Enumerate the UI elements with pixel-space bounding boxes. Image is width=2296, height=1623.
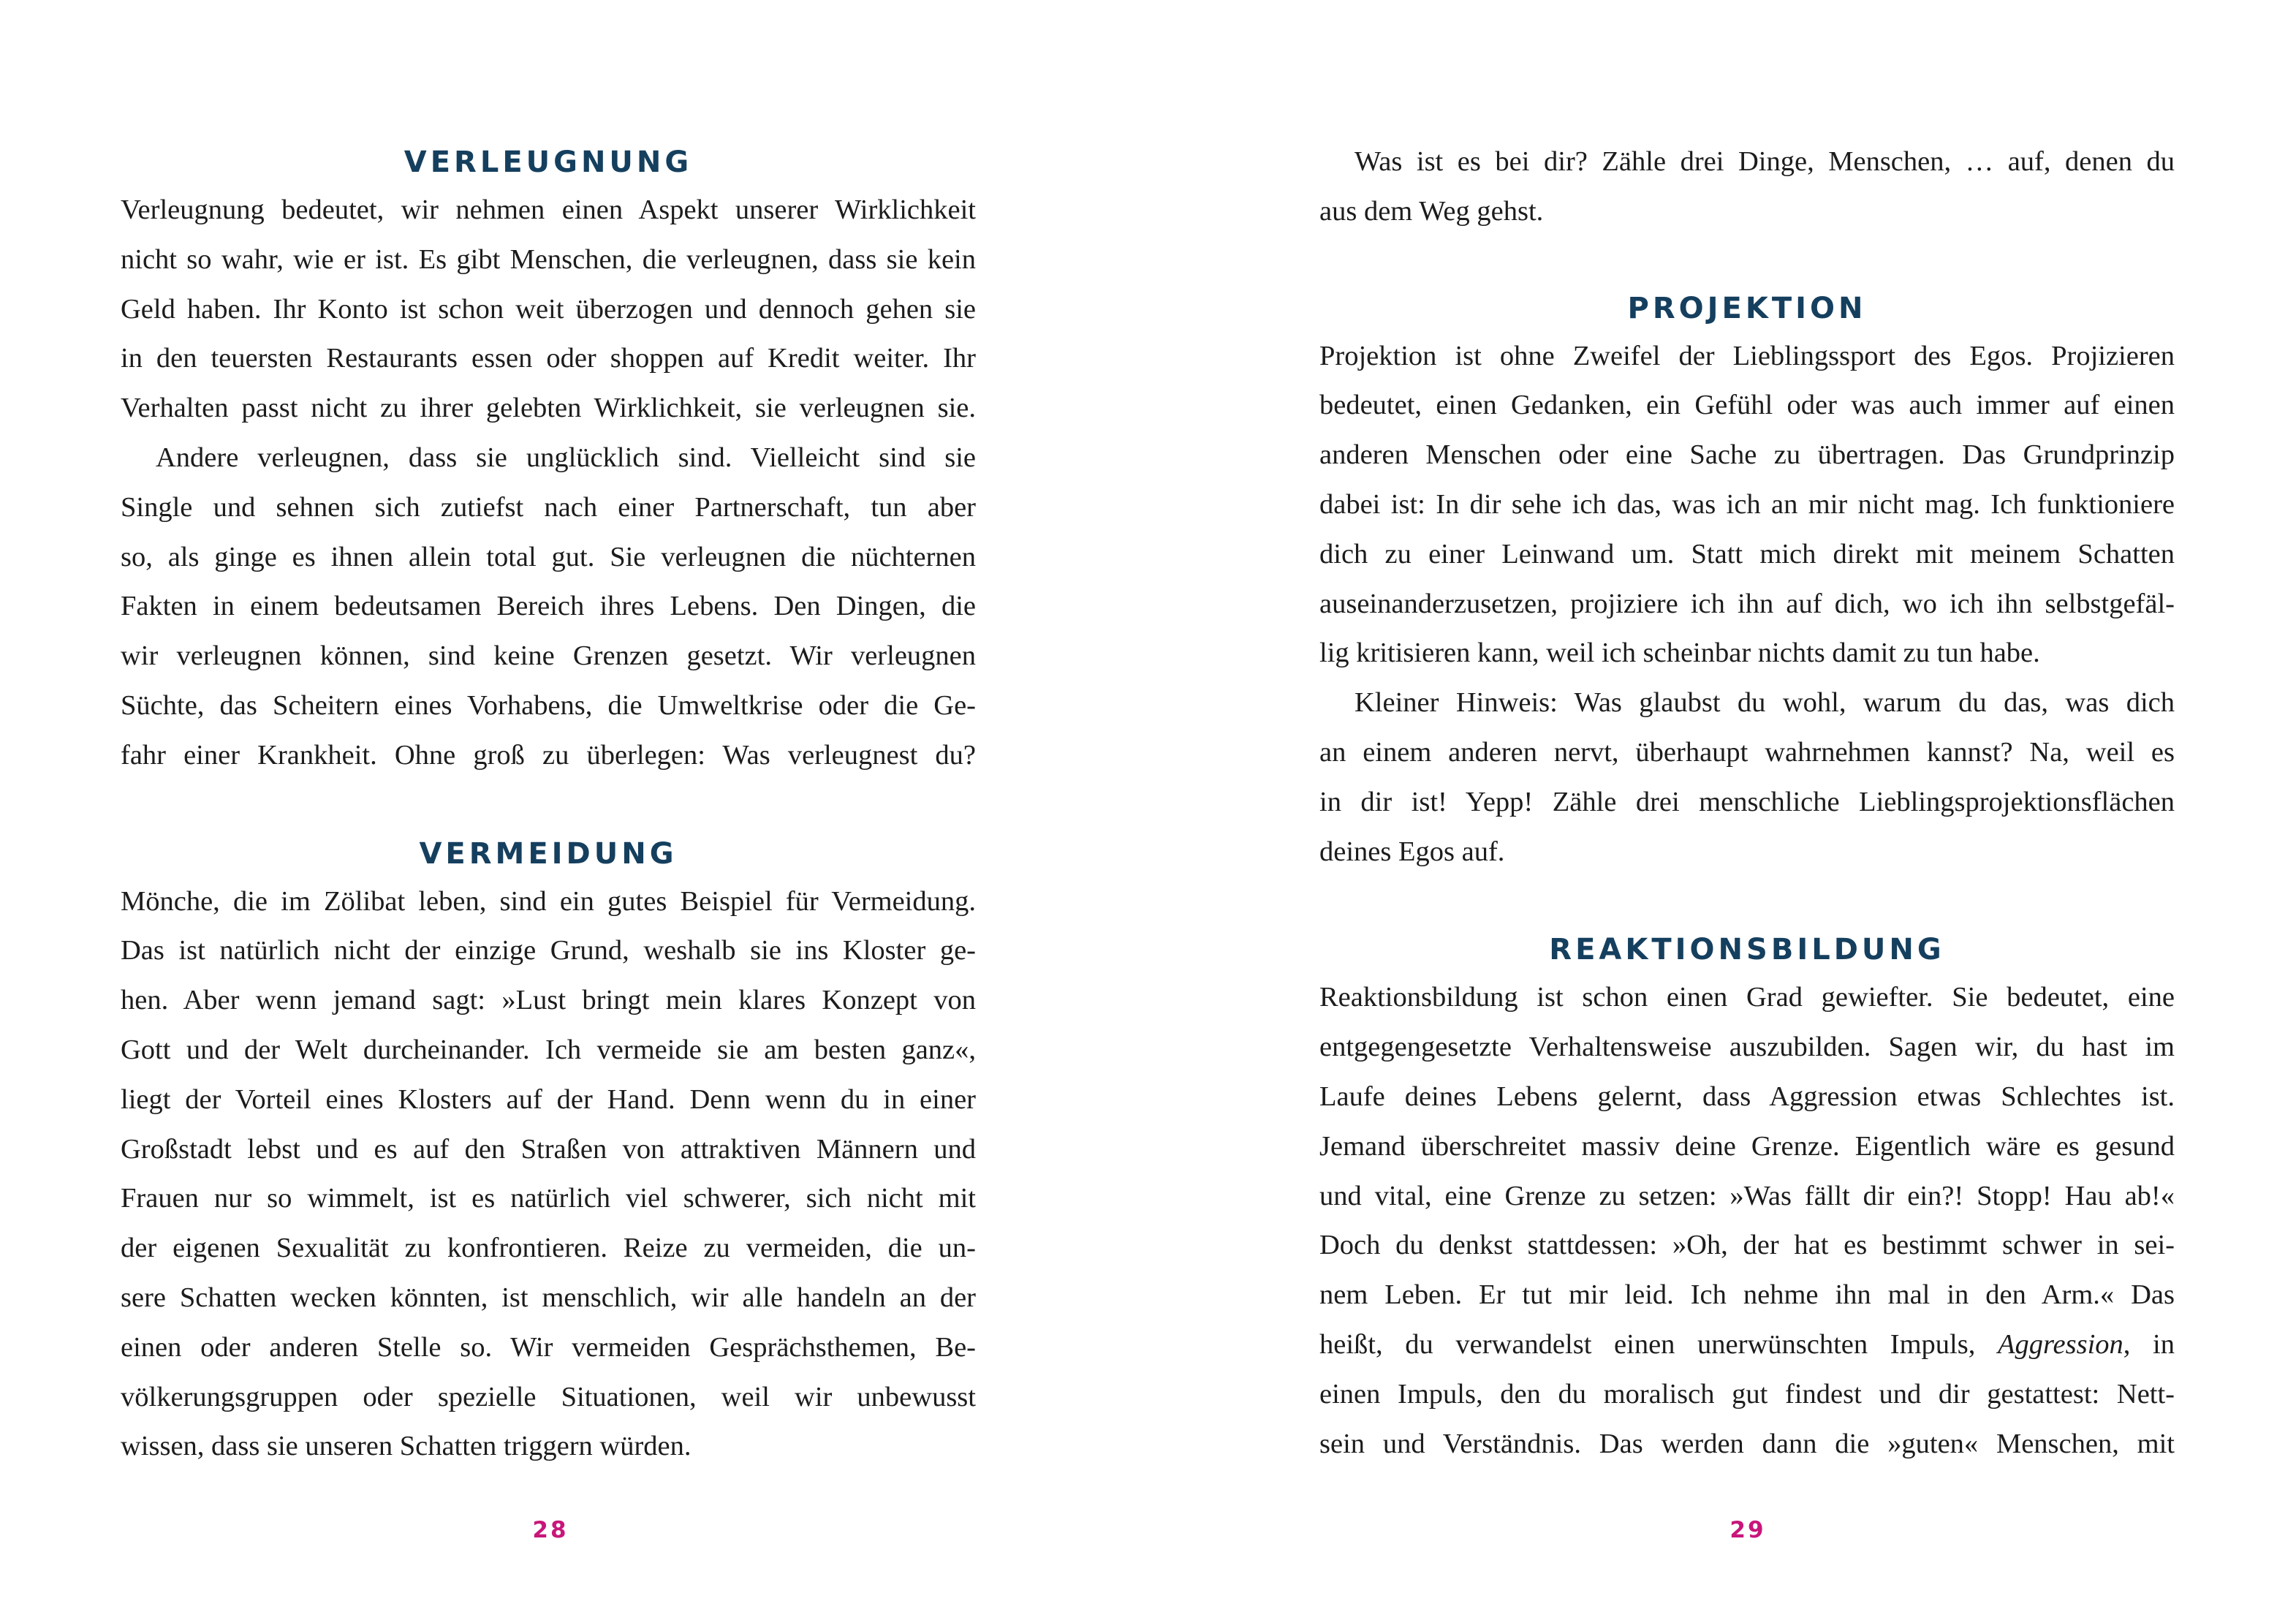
text-line: nem Leben. Er tut mir leid. Ich nehme ihn mal in den Arm.« Das <box>1319 1279 2175 1311</box>
page-number-right: 29 <box>1729 1517 1766 1543</box>
text-line: Großstadt lebst und es auf den Straßen von attraktiven Männern und <box>121 1133 976 1165</box>
text-line: sein und Verständnis. Das werden dann die »guten« Menschen, mit <box>1319 1428 2175 1459</box>
text-line: Gott und der Welt durcheinander. Ich vermeide sie am besten ganz«, <box>121 1034 976 1065</box>
text-line: Reaktionsbildung ist schon einen Grad gewiefter. Sie bedeutet, eine <box>1319 982 2175 1013</box>
text-line: Das ist natürlich nicht der einzige Grund, weshalb sie ins Kloster ge- <box>121 935 976 966</box>
section-spacer <box>121 781 976 831</box>
italic-term: Aggression <box>1997 1328 2123 1360</box>
text-line: in dir ist! Yepp! Zähle drei menschliche Lieblingsprojektionsflächen <box>1319 786 2175 817</box>
text-line: Laufe deines Lebens gelernt, dass Aggression etwas Schlechtes ist. <box>1319 1081 2175 1112</box>
page-number-left: 28 <box>532 1517 569 1543</box>
text-line: anderen Menschen oder eine Sache zu übertragen. Das Grundprinzip <box>1319 439 2175 471</box>
text-line: an einem anderen nervt, überhaupt wahrnehmen kannst? Na, weil es <box>1319 736 2175 768</box>
text-line: Frauen nur so wimmelt, ist es natürlich viel schwerer, sich nicht mit <box>121 1183 976 1214</box>
text-line: Kleiner Hinweis: Was glaubst du wohl, warum du das, was dich <box>1355 687 2175 719</box>
paragraph-reaktionsbildung-1 <box>1319 973 2175 1469</box>
left-page-content <box>121 139 976 1472</box>
text-line: Süchte, das Scheitern eines Vorhabens, die Umweltkrise oder die Ge- <box>121 689 976 721</box>
paragraph-projektion-2 <box>1319 678 2175 877</box>
text-line: lig kritisieren kann, weil ich scheinbar nichts damit zu tun habe. <box>1319 638 2040 669</box>
text-line: der eigenen Sexualität zu konfrontieren. Reize zu vermeiden, die un- <box>121 1233 976 1264</box>
text-line: dabei ist: In dir sehe ich das, was ich an mir nicht mag. Ich funktioniere <box>1319 488 2175 520</box>
paragraph-projektion-1 <box>1319 332 2175 679</box>
text-segment: , in <box>2123 1328 2175 1360</box>
paragraph-vermeidung-1 <box>121 877 976 1472</box>
paragraph-intro <box>1319 137 2175 237</box>
section-heading-projektion: PROJEKTION <box>1627 291 1867 325</box>
section-spacer <box>1319 237 2175 285</box>
text-line: und vital, eine Grenze zu setzen: »Was fällt dir ein?! Stopp! Hau ab!« <box>1319 1180 2175 1211</box>
text-line: hen. Aber wenn jemand sagt: »Lust bringt mein klares Konzept von <box>121 985 976 1016</box>
text-line: einen oder anderen Stelle so. Wir vermeiden Gesprächsthemen, Be- <box>121 1331 976 1363</box>
paragraph-verleugnung-1 <box>121 186 976 434</box>
text-line: deines Egos auf. <box>1319 836 1505 867</box>
text-line: Verhalten passt nicht zu ihrer gelebten Wirklichkeit, sie verleugnen sie. <box>121 393 976 424</box>
text-line: wir verleugnen können, sind keine Grenzen gesetzt. Wir verleugnen <box>121 640 976 672</box>
text-segment: heißt, du verwandelst einen unerwünschten Impuls, <box>1319 1328 1998 1360</box>
text-line: in den teuersten Restaurants essen oder shoppen auf Kredit weiter. Ihr <box>121 343 976 374</box>
right-page-content <box>1319 139 2175 1469</box>
text-line: auseinanderzusetzen, projiziere ich ihn auf dich, wo ich ihn selbstgefäl- <box>1319 588 2175 619</box>
text-line: Geld haben. Ihr Konto ist schon weit überzogen und dennoch gehen sie <box>121 293 976 325</box>
text-line-with-italic <box>1319 1320 2175 1370</box>
text-line: Doch du denkst stattdessen: »Oh, der hat es bestimmt schwer in sei- <box>1319 1230 2175 1261</box>
text-line: entgegengesetzte Verhaltensweise auszubilden. Sagen wir, du hast im <box>1319 1032 2175 1063</box>
text-line: fahr einer Krankheit. Ohne groß zu überlegen: Was verleugnest du? <box>121 739 976 771</box>
right-page <box>1148 0 2295 1623</box>
text-line: Jemand überschreitet massiv deine Grenze. Eigentlich wäre es gesund <box>1319 1130 2175 1162</box>
text-line: Andere verleugnen, dass sie unglücklich sind. Vielleicht sind sie <box>156 442 976 473</box>
text-line: sere Schatten wecken könnten, ist menschlich, wir alle handeln an der <box>121 1282 976 1313</box>
section-heading-vermeidung: VERMEIDUNG <box>419 836 678 871</box>
section-spacer <box>1319 877 2175 926</box>
text-line: dich zu einer Leinwand um. Statt mich direkt mit meinem Schatten <box>1319 538 2175 570</box>
text-line: bedeutet, einen Gedanken, ein Gefühl oder was auch immer auf einen <box>1319 390 2175 421</box>
text-line: so, als ginge es ihnen allein total gut. Sie verleugnen die nüchternen <box>121 541 976 572</box>
text-line: Was ist es bei dir? Zähle drei Dinge, Menschen, … auf, denen du <box>1355 146 2175 177</box>
text-line: völkerungsgruppen oder spezielle Situationen, weil wir unbewusst <box>121 1381 976 1412</box>
text-line: Fakten in einem bedeutsamen Bereich ihres Lebens. Den Dingen, die <box>121 591 976 622</box>
text-line: aus dem Weg gehst. <box>1319 195 1544 227</box>
text-line: Mönche, die im Zölibat leben, sind ein gutes Beispiel für Vermeidung. <box>121 885 976 917</box>
section-heading-verleugnung: VERLEUGNUNG <box>403 145 693 179</box>
text-line: Verleugnung bedeutet, wir nehmen einen Aspekt unserer Wirklichkeit <box>121 194 976 225</box>
paragraph-verleugnung-2 <box>121 434 976 781</box>
text-line: einen Impuls, den du moralisch gut findest und dir gestattest: Nett- <box>1319 1378 2175 1410</box>
text-line: Single und sehnen sich zutiefst nach einer Partnerschaft, tun aber <box>121 491 976 523</box>
section-heading-reaktionsbildung: REAKTIONSBILDUNG <box>1549 933 1945 967</box>
text-line: liegt der Vorteil eines Klosters auf der Hand. Denn wenn du in einer <box>121 1083 976 1115</box>
text-line: nicht so wahr, wie er ist. Es gibt Menschen, die verleugnen, dass sie kein <box>121 243 976 275</box>
text-line: Projektion ist ohne Zweifel der Lieblingssport des Egos. Projizieren <box>1319 340 2175 371</box>
text-line: wissen, dass sie unseren Schatten triggern würden. <box>121 1431 692 1462</box>
